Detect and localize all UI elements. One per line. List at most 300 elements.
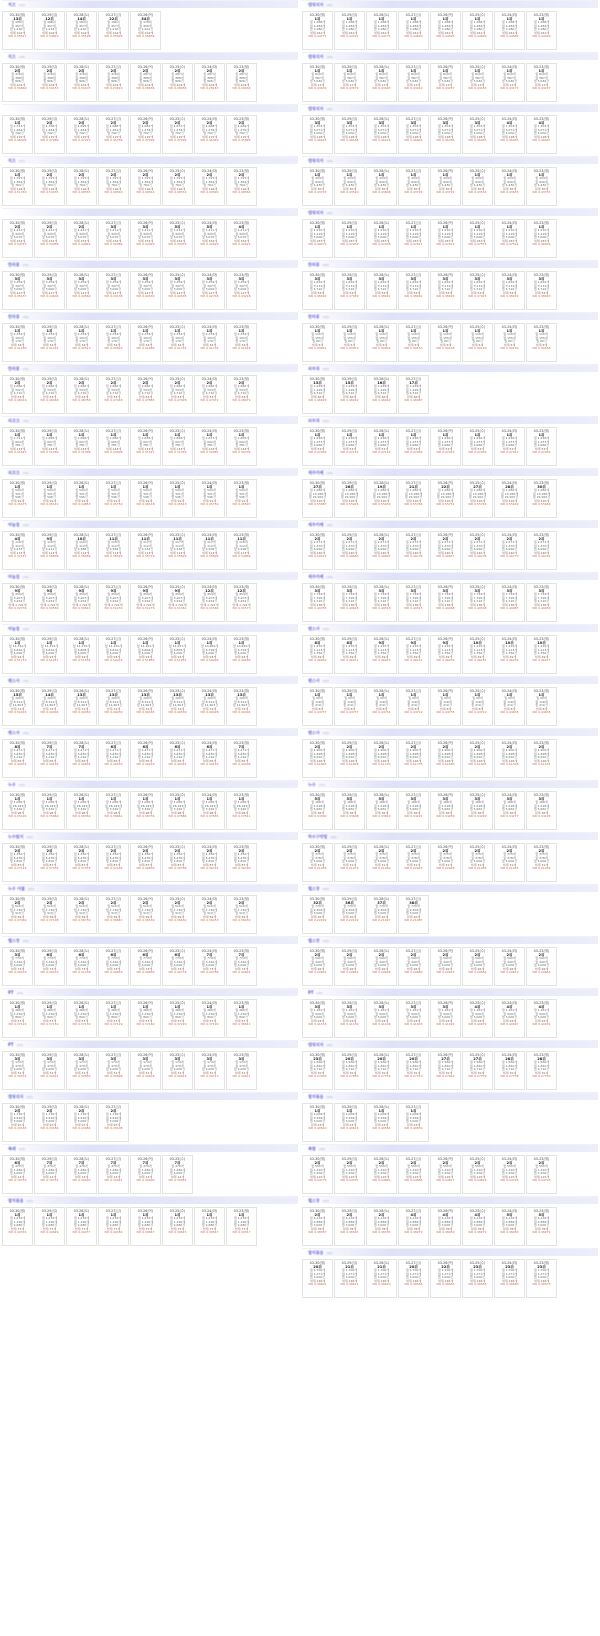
daily-rank-card[interactable] [2,999,33,1038]
daily-rank-card[interactable] [526,1259,557,1298]
daily-rank-card[interactable] [66,1155,97,1194]
section-header[interactable] [302,988,598,996]
daily-rank-card[interactable] [526,687,557,726]
section-header[interactable] [302,364,598,372]
section-header[interactable] [302,676,598,684]
daily-rank-card[interactable] [462,219,493,258]
daily-rank-card[interactable] [130,999,161,1038]
daily-rank-card[interactable] [162,687,193,726]
daily-rank-card[interactable] [2,739,33,778]
daily-rank-card[interactable] [462,999,493,1038]
daily-rank-card[interactable] [34,375,65,414]
daily-rank-card[interactable] [162,1051,193,1090]
daily-rank-card[interactable] [34,687,65,726]
daily-rank-card[interactable] [494,739,525,778]
daily-rank-card[interactable] [194,375,225,414]
section-header[interactable] [2,884,298,892]
section-header[interactable] [2,104,298,112]
daily-rank-card[interactable] [398,583,429,622]
section-header[interactable] [2,572,298,580]
daily-rank-card[interactable] [398,11,429,50]
daily-rank-card[interactable] [226,63,257,102]
daily-rank-card[interactable] [2,583,33,622]
daily-rank-card[interactable] [130,843,161,882]
daily-rank-card[interactable] [366,167,397,206]
daily-rank-card[interactable] [66,1051,97,1090]
section-header[interactable] [302,0,598,8]
daily-rank-card[interactable] [34,1103,65,1142]
daily-rank-card[interactable] [226,531,257,570]
daily-rank-card[interactable] [66,271,97,310]
daily-rank-card[interactable] [526,115,557,154]
daily-rank-card[interactable] [2,375,33,414]
daily-rank-card[interactable] [34,323,65,362]
daily-rank-card[interactable] [34,895,65,934]
daily-rank-card[interactable] [2,11,33,50]
section-header[interactable] [302,52,598,60]
daily-rank-card[interactable] [194,843,225,882]
daily-rank-card[interactable] [162,427,193,466]
daily-rank-card[interactable] [302,999,333,1038]
daily-rank-card[interactable] [430,11,461,50]
daily-rank-card[interactable] [334,115,365,154]
daily-rank-card[interactable] [526,947,557,986]
daily-rank-card[interactable] [366,531,397,570]
daily-rank-card[interactable] [34,427,65,466]
daily-rank-card[interactable] [98,11,129,50]
section-header[interactable] [2,520,298,528]
daily-rank-card[interactable] [366,843,397,882]
daily-rank-card[interactable] [494,323,525,362]
daily-rank-card[interactable] [130,531,161,570]
daily-rank-card[interactable] [366,635,397,674]
daily-rank-card[interactable] [302,323,333,362]
section-header[interactable] [302,208,598,216]
section-header[interactable] [302,572,598,580]
daily-rank-card[interactable] [526,167,557,206]
daily-rank-card[interactable] [66,323,97,362]
daily-rank-card[interactable] [334,739,365,778]
daily-rank-card[interactable] [226,271,257,310]
daily-rank-card[interactable] [302,583,333,622]
section-header[interactable] [2,1144,298,1152]
section-header[interactable] [2,468,298,476]
daily-rank-card[interactable] [162,947,193,986]
daily-rank-card[interactable] [430,947,461,986]
daily-rank-card[interactable] [302,427,333,466]
daily-rank-card[interactable] [430,479,461,518]
daily-rank-card[interactable] [494,531,525,570]
daily-rank-card[interactable] [98,531,129,570]
daily-rank-card[interactable] [526,635,557,674]
daily-rank-card[interactable] [302,791,333,830]
daily-rank-card[interactable] [194,947,225,986]
daily-rank-card[interactable] [302,531,333,570]
section-header[interactable] [302,260,598,268]
daily-rank-card[interactable] [462,167,493,206]
daily-rank-card[interactable] [98,1207,129,1246]
daily-rank-card[interactable] [66,791,97,830]
daily-rank-card[interactable] [334,219,365,258]
daily-rank-card[interactable] [398,1207,429,1246]
daily-rank-card[interactable] [462,1155,493,1194]
daily-rank-card[interactable] [130,271,161,310]
daily-rank-card[interactable] [398,271,429,310]
daily-rank-card[interactable] [302,1051,333,1090]
daily-rank-card[interactable] [194,635,225,674]
daily-rank-card[interactable] [302,479,333,518]
daily-rank-card[interactable] [34,843,65,882]
section-header[interactable] [302,312,598,320]
daily-rank-card[interactable] [462,271,493,310]
daily-rank-card[interactable] [366,1051,397,1090]
section-header[interactable] [302,728,598,736]
daily-rank-card[interactable] [526,1051,557,1090]
daily-rank-card[interactable] [34,115,65,154]
daily-rank-card[interactable] [66,687,97,726]
section-header[interactable] [2,728,298,736]
daily-rank-card[interactable] [526,843,557,882]
daily-rank-card[interactable] [98,843,129,882]
section-header[interactable] [2,364,298,372]
daily-rank-card[interactable] [526,271,557,310]
daily-rank-card[interactable] [494,583,525,622]
daily-rank-card[interactable] [366,947,397,986]
daily-rank-card[interactable] [226,583,257,622]
daily-rank-card[interactable] [462,583,493,622]
daily-rank-card[interactable] [398,739,429,778]
daily-rank-card[interactable] [366,1155,397,1194]
daily-rank-card[interactable] [130,1207,161,1246]
daily-rank-card[interactable] [162,739,193,778]
daily-rank-card[interactable] [302,115,333,154]
daily-rank-card[interactable] [302,843,333,882]
daily-rank-card[interactable] [462,947,493,986]
daily-rank-card[interactable] [462,739,493,778]
daily-rank-card[interactable] [34,11,65,50]
daily-rank-card[interactable] [226,791,257,830]
daily-rank-card[interactable] [98,375,129,414]
daily-rank-card[interactable] [66,635,97,674]
daily-rank-card[interactable] [66,219,97,258]
daily-rank-card[interactable] [194,999,225,1038]
daily-rank-card[interactable] [194,739,225,778]
daily-rank-card[interactable] [366,739,397,778]
daily-rank-card[interactable] [34,531,65,570]
daily-rank-card[interactable] [2,687,33,726]
section-header[interactable] [2,156,298,164]
daily-rank-card[interactable] [302,167,333,206]
daily-rank-card[interactable] [430,635,461,674]
daily-rank-card[interactable] [398,323,429,362]
daily-rank-card[interactable] [462,635,493,674]
section-header[interactable] [2,1092,298,1100]
daily-rank-card[interactable] [130,791,161,830]
daily-rank-card[interactable] [462,479,493,518]
daily-rank-card[interactable] [430,271,461,310]
daily-rank-card[interactable] [366,583,397,622]
daily-rank-card[interactable] [98,167,129,206]
daily-rank-card[interactable] [226,739,257,778]
daily-rank-card[interactable] [366,219,397,258]
daily-rank-card[interactable] [334,687,365,726]
daily-rank-card[interactable] [334,1259,365,1298]
section-header[interactable] [2,312,298,320]
daily-rank-card[interactable] [430,427,461,466]
daily-rank-card[interactable] [430,167,461,206]
daily-rank-card[interactable] [398,687,429,726]
section-header[interactable] [2,780,298,788]
daily-rank-card[interactable] [226,1207,257,1246]
daily-rank-card[interactable] [494,635,525,674]
daily-rank-card[interactable] [526,11,557,50]
daily-rank-card[interactable] [2,531,33,570]
daily-rank-card[interactable] [366,271,397,310]
daily-rank-card[interactable] [162,115,193,154]
daily-rank-card[interactable] [226,947,257,986]
daily-rank-card[interactable] [430,1207,461,1246]
section-header[interactable] [302,520,598,528]
daily-rank-card[interactable] [366,687,397,726]
daily-rank-card[interactable] [34,999,65,1038]
daily-rank-card[interactable] [494,999,525,1038]
daily-rank-card[interactable] [494,1155,525,1194]
daily-rank-card[interactable] [334,947,365,986]
daily-rank-card[interactable] [398,375,429,414]
daily-rank-card[interactable] [462,531,493,570]
daily-rank-card[interactable] [526,1155,557,1194]
daily-rank-card[interactable] [430,63,461,102]
daily-rank-card[interactable] [98,791,129,830]
daily-rank-card[interactable] [66,63,97,102]
daily-rank-card[interactable] [366,375,397,414]
daily-rank-card[interactable] [34,791,65,830]
daily-rank-card[interactable] [130,947,161,986]
daily-rank-card[interactable] [398,843,429,882]
daily-rank-card[interactable] [98,219,129,258]
daily-rank-card[interactable] [98,687,129,726]
daily-rank-card[interactable] [98,635,129,674]
daily-rank-card[interactable] [526,219,557,258]
daily-rank-card[interactable] [34,583,65,622]
daily-rank-card[interactable] [226,167,257,206]
daily-rank-card[interactable] [194,271,225,310]
daily-rank-card[interactable] [398,791,429,830]
daily-rank-card[interactable] [398,427,429,466]
daily-rank-card[interactable] [430,219,461,258]
section-header[interactable] [2,988,298,996]
daily-rank-card[interactable] [2,167,33,206]
daily-rank-card[interactable] [130,1155,161,1194]
daily-rank-card[interactable] [398,1103,429,1142]
daily-rank-card[interactable] [430,1051,461,1090]
section-header[interactable] [302,832,598,840]
daily-rank-card[interactable] [302,63,333,102]
daily-rank-card[interactable] [334,11,365,50]
section-header[interactable] [302,936,598,944]
daily-rank-card[interactable] [98,479,129,518]
daily-rank-card[interactable] [98,1155,129,1194]
daily-rank-card[interactable] [398,947,429,986]
section-header[interactable] [2,936,298,944]
daily-rank-card[interactable] [462,63,493,102]
daily-rank-card[interactable] [66,999,97,1038]
daily-rank-card[interactable] [398,479,429,518]
daily-rank-card[interactable] [430,739,461,778]
daily-rank-card[interactable] [398,1259,429,1298]
section-header[interactable] [302,884,598,892]
daily-rank-card[interactable] [98,583,129,622]
daily-rank-card[interactable] [302,1155,333,1194]
daily-rank-card[interactable] [162,219,193,258]
section-header[interactable] [302,1092,598,1100]
daily-rank-card[interactable] [66,1103,97,1142]
daily-rank-card[interactable] [366,115,397,154]
daily-rank-card[interactable] [366,791,397,830]
daily-rank-card[interactable] [334,583,365,622]
daily-rank-card[interactable] [162,167,193,206]
daily-rank-card[interactable] [162,375,193,414]
section-header[interactable] [302,1040,598,1048]
daily-rank-card[interactable] [162,999,193,1038]
daily-rank-card[interactable] [334,1155,365,1194]
section-header[interactable] [302,416,598,424]
daily-rank-card[interactable] [398,63,429,102]
daily-rank-card[interactable] [366,895,397,934]
daily-rank-card[interactable] [462,687,493,726]
daily-rank-card[interactable] [34,167,65,206]
daily-rank-card[interactable] [194,427,225,466]
daily-rank-card[interactable] [98,115,129,154]
daily-rank-card[interactable] [162,531,193,570]
daily-rank-card[interactable] [162,583,193,622]
daily-rank-card[interactable] [366,1103,397,1142]
daily-rank-card[interactable] [366,479,397,518]
daily-rank-card[interactable] [302,1103,333,1142]
daily-rank-card[interactable] [334,791,365,830]
daily-rank-card[interactable] [366,323,397,362]
daily-rank-card[interactable] [162,63,193,102]
daily-rank-card[interactable] [334,479,365,518]
daily-rank-card[interactable] [462,427,493,466]
daily-rank-card[interactable] [98,947,129,986]
daily-rank-card[interactable] [66,115,97,154]
daily-rank-card[interactable] [2,635,33,674]
daily-rank-card[interactable] [194,219,225,258]
daily-rank-card[interactable] [494,687,525,726]
daily-rank-card[interactable] [398,531,429,570]
daily-rank-card[interactable] [194,1051,225,1090]
daily-rank-card[interactable] [334,1103,365,1142]
daily-rank-card[interactable] [526,583,557,622]
daily-rank-card[interactable] [334,531,365,570]
daily-rank-card[interactable] [226,219,257,258]
section-header[interactable] [302,780,598,788]
daily-rank-card[interactable] [2,947,33,986]
section-header[interactable] [302,624,598,632]
daily-rank-card[interactable] [194,531,225,570]
daily-rank-card[interactable] [462,1051,493,1090]
daily-rank-card[interactable] [66,947,97,986]
daily-rank-card[interactable] [98,63,129,102]
daily-rank-card[interactable] [494,479,525,518]
daily-rank-card[interactable] [130,687,161,726]
daily-rank-card[interactable] [366,999,397,1038]
daily-rank-card[interactable] [162,895,193,934]
daily-rank-card[interactable] [98,895,129,934]
daily-rank-card[interactable] [130,63,161,102]
daily-rank-card[interactable] [526,63,557,102]
daily-rank-card[interactable] [34,635,65,674]
daily-rank-card[interactable] [194,791,225,830]
daily-rank-card[interactable] [494,1207,525,1246]
daily-rank-card[interactable] [130,323,161,362]
daily-rank-card[interactable] [194,167,225,206]
daily-rank-card[interactable] [2,791,33,830]
daily-rank-card[interactable] [302,687,333,726]
daily-rank-card[interactable] [526,739,557,778]
section-header[interactable] [302,1196,598,1204]
daily-rank-card[interactable] [162,323,193,362]
daily-rank-card[interactable] [462,1259,493,1298]
daily-rank-card[interactable] [302,271,333,310]
section-header[interactable] [302,468,598,476]
daily-rank-card[interactable] [2,1155,33,1194]
daily-rank-card[interactable] [526,427,557,466]
daily-rank-card[interactable] [494,11,525,50]
daily-rank-card[interactable] [2,271,33,310]
section-header[interactable] [302,1144,598,1152]
daily-rank-card[interactable] [162,1207,193,1246]
daily-rank-card[interactable] [162,843,193,882]
daily-rank-card[interactable] [98,1051,129,1090]
daily-rank-card[interactable] [302,1207,333,1246]
daily-rank-card[interactable] [66,479,97,518]
daily-rank-card[interactable] [334,271,365,310]
daily-rank-card[interactable] [398,115,429,154]
daily-rank-card[interactable] [130,219,161,258]
daily-rank-card[interactable] [398,1155,429,1194]
daily-rank-card[interactable] [430,999,461,1038]
daily-rank-card[interactable] [494,271,525,310]
daily-rank-card[interactable] [130,115,161,154]
daily-rank-card[interactable] [66,739,97,778]
daily-rank-card[interactable] [34,947,65,986]
daily-rank-card[interactable] [226,479,257,518]
daily-rank-card[interactable] [98,739,129,778]
daily-rank-card[interactable] [302,895,333,934]
daily-rank-card[interactable] [462,115,493,154]
daily-rank-card[interactable] [2,1051,33,1090]
daily-rank-card[interactable] [302,947,333,986]
daily-rank-card[interactable] [398,895,429,934]
daily-rank-card[interactable] [366,63,397,102]
daily-rank-card[interactable] [526,479,557,518]
daily-rank-card[interactable] [162,479,193,518]
daily-rank-card[interactable] [130,583,161,622]
daily-rank-card[interactable] [462,1207,493,1246]
daily-rank-card[interactable] [494,167,525,206]
daily-rank-card[interactable] [494,1051,525,1090]
daily-rank-card[interactable] [2,219,33,258]
section-header[interactable] [2,624,298,632]
daily-rank-card[interactable] [302,1259,333,1298]
daily-rank-card[interactable] [302,11,333,50]
daily-rank-card[interactable] [302,219,333,258]
daily-rank-card[interactable] [430,1259,461,1298]
section-header[interactable] [2,208,298,216]
daily-rank-card[interactable] [494,63,525,102]
